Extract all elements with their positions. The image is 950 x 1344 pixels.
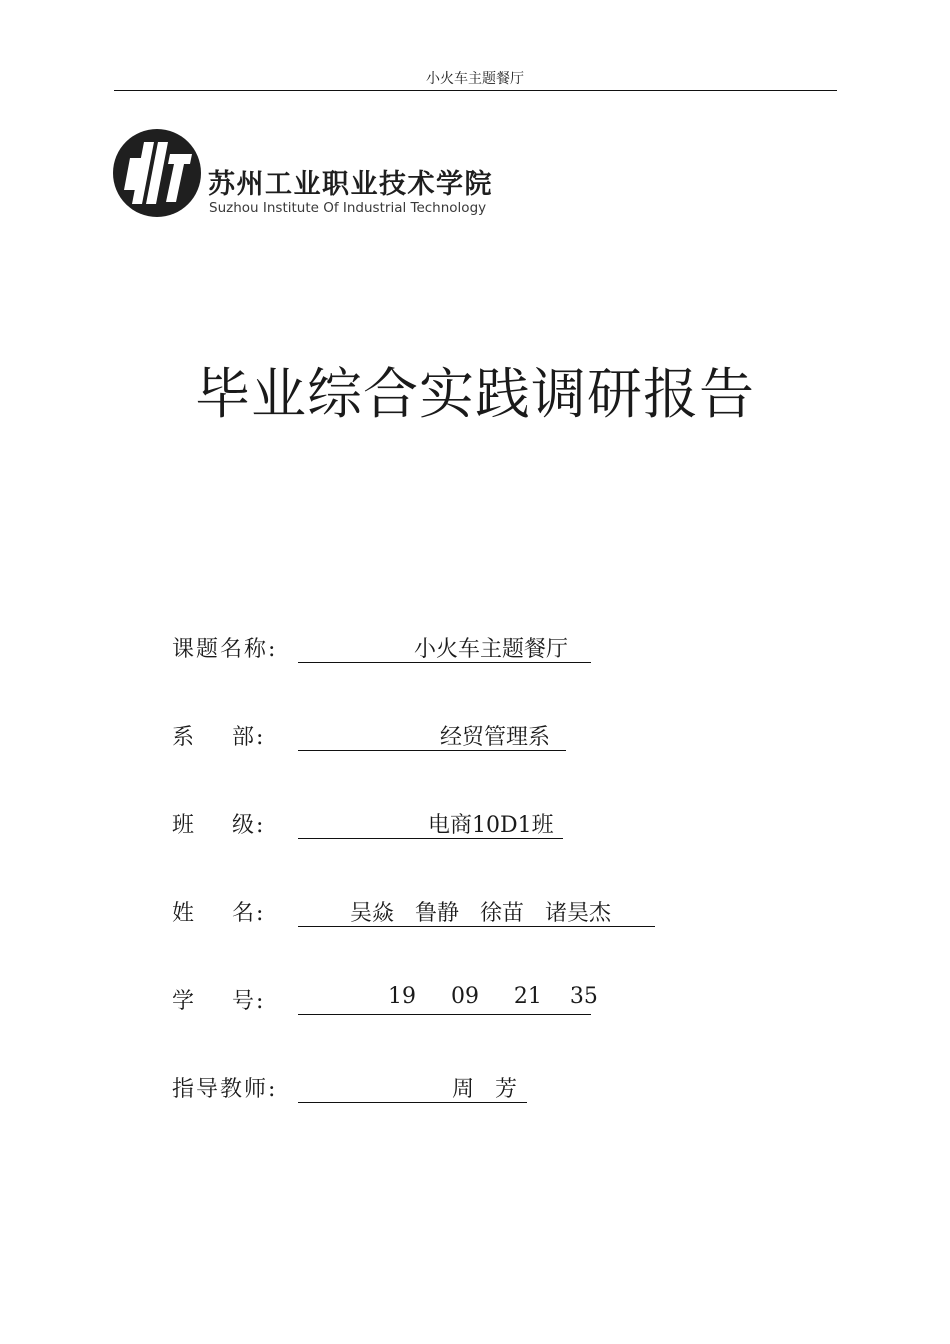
institution-name-chinese: 苏州工业职业技术学院 [208,169,493,200]
field-value-topic: 小火车主题餐厅 [414,637,569,662]
field-label-student-ids: 学 号: [172,989,266,1014]
institution-name-english: Suzhou Institute Of Industrial Technology [209,200,487,216]
field-label-advisor: 指导教师: [172,1077,278,1102]
field-value-student-ids: 19 09 21 35 [388,984,598,1009]
field-value-class: 电商10D1班 [428,813,554,838]
field-label-topic: 课题名称: [172,637,278,662]
field-value-names: 吴焱 鲁静 徐苗 诸昊杰 [350,901,611,926]
institution-emblem-icon [112,128,202,218]
header-rule [114,90,837,91]
field-underline-department [298,720,566,751]
institution-logo [112,128,532,220]
field-underline-class [298,808,563,839]
field-underline-names [298,896,655,927]
field-underline-advisor [298,1072,527,1103]
field-value-department: 经贸管理系 [440,725,551,750]
running-header: 小火车主题餐厅 [426,71,524,87]
field-label-class: 班 级: [172,813,266,838]
field-label-names: 姓 名: [172,901,266,926]
field-value-advisor: 周 芳 [452,1077,517,1102]
field-underline-topic [298,632,591,663]
report-title: 毕业综合实践调研报告 [194,362,755,426]
field-label-department: 系 部: [172,725,266,750]
field-underline-student-ids [298,984,598,1015]
